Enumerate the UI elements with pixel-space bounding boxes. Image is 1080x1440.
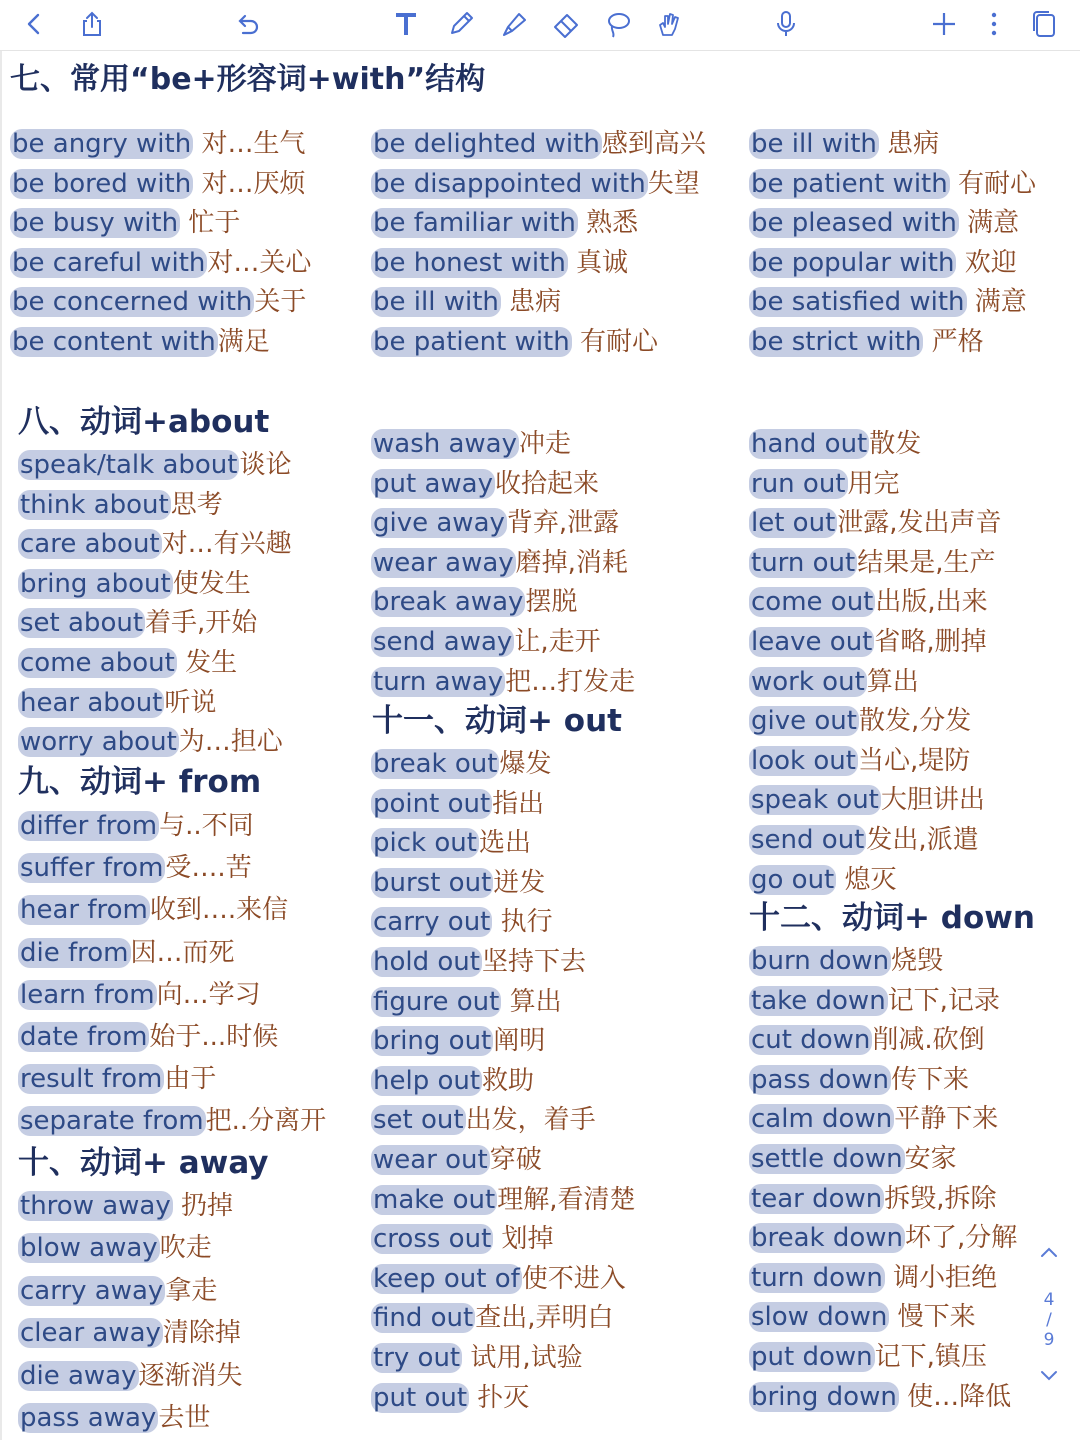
phrase-english: figure out [373,986,500,1017]
phrase-row [749,983,1000,1019]
phrase-english: give away [373,508,505,539]
phrase-row [371,126,706,162]
phrase-chinese: 逐渐消失 [138,1360,243,1391]
phrase-english: be familiar with [373,208,576,239]
phrase-chinese: 安家 [904,1144,957,1174]
phrase-row [749,324,984,360]
phrase-row [749,822,979,858]
phrase-chinese: 救助 [482,1065,535,1096]
phrase-row [749,1022,985,1058]
phrase-english: try out [373,1343,461,1373]
phrase-row [749,862,897,898]
phrase-row [371,1300,613,1336]
phrase-english: carry out [373,907,491,938]
phrase-english: learn from [20,979,155,1010]
phrase-english: pick out [373,828,477,859]
phrase-chinese: 患病 [500,287,562,318]
phrase-row [749,624,987,660]
phrase-english: bring out [373,1026,492,1057]
phrase-row [371,166,700,202]
phrase-english: suffer from [20,853,164,884]
phrase-chinese: 对…生气 [193,129,306,159]
phrase-chinese: 散发 [869,429,922,459]
phrase-row [10,126,305,162]
phrase-english: burn down [751,946,890,976]
section10-title: 十、动词+ away [18,1145,269,1181]
page-edge [0,51,2,1440]
phrase-chinese: 为…担心 [178,727,283,758]
phrase-english: be patient with [373,327,570,357]
phrase-row [749,1062,969,1098]
hand-tool-icon[interactable] [651,6,687,42]
phrase-english: leave out [751,627,873,657]
total-pages: 9 [1043,1330,1055,1350]
phrase-chinese: 吹走 [159,1233,212,1264]
phrase-row [749,166,1036,202]
phrase-row [18,1315,241,1351]
phrase-english: burst out [373,867,492,898]
phrase-chinese: 结果是,生产 [857,547,996,578]
phrase-english: wear out [373,1145,488,1175]
phrase-english: result from [20,1064,163,1095]
phrase-chinese: 清除掉 [162,1318,241,1349]
phrase-row [18,526,292,562]
phrase-row [371,1340,583,1376]
phrase-chinese: 谈论 [239,450,292,480]
phrase-row [371,664,635,700]
phrase-english: carry away [20,1275,164,1306]
phrase-chinese: 把…打发走 [505,666,636,697]
phrase-english: turn down [751,1262,883,1293]
phrase-row [371,584,577,620]
add-icon[interactable] [926,6,962,42]
phrase-chinese: 记下,镇压 [874,1342,987,1372]
phrase-english: send out [751,825,865,855]
phrase-english: speak out [751,785,879,816]
phrase-chinese: 关于 [254,287,307,318]
phrase-english: find out [373,1303,474,1334]
phrase-chinese: 执行 [492,907,553,938]
phrase-chinese: 满意 [966,287,1027,318]
section11-title: 十一、动词+ out [372,703,622,739]
phrase-row [371,1261,626,1297]
phrase-row [10,205,240,241]
phrase-row [18,645,237,681]
back-icon[interactable] [16,6,52,42]
phrase-english: slow down [751,1302,888,1333]
phrase-row [749,1220,1017,1256]
phrase-row [749,1260,997,1296]
phrase-chinese: 发生 [176,648,238,678]
phrase-row [371,205,638,241]
phrase-row [371,746,551,782]
phrase-row [18,1188,233,1224]
phrase-english: be delighted with [373,129,600,159]
phrase-chinese: 熟悉 [577,208,639,239]
phrase-row [18,1400,210,1436]
phrase-row [371,324,658,360]
phrase-row [371,1102,596,1138]
phrase-chinese: 把..分离开 [205,1106,327,1137]
phrase-chinese: 与..不同 [159,811,254,841]
phrase-english: break out [373,749,498,779]
phrase-english: wash away [373,429,518,459]
page-up-icon[interactable] [1034,1240,1064,1264]
phrase-english: be busy with [12,208,179,239]
phrase-row [18,977,261,1013]
phrase-english: hear about [20,687,163,718]
phrase-row [18,447,292,483]
phrase-row [749,126,939,162]
phrase-english: date from [20,1022,148,1052]
phrase-chinese: 试用,试验 [462,1343,583,1373]
phrase-row [749,1141,957,1177]
phrase-row [749,1299,976,1335]
phrase-english: be bored with [12,168,192,199]
phrase-chinese: 爆发 [499,749,552,779]
phrase-english: bring about [20,568,171,599]
phrase-row [371,825,531,861]
phrase-chinese: 有耐心 [571,327,658,357]
phrase-english: calm down [751,1104,893,1135]
phrase-english: send away [373,627,513,657]
phrase-chinese: 用完 [847,468,900,499]
lasso-icon[interactable] [600,6,636,42]
phrase-english: be careful with [12,247,206,278]
phrase-row [371,1380,529,1416]
phrase-chinese: 发出,派遣 [866,825,979,855]
phrase-english: go out [751,864,835,895]
phrase-row [18,1230,212,1266]
phrase-english: die from [20,937,129,968]
phrase-chinese: 使不进入 [521,1263,626,1294]
phrase-chinese: 对…厌烦 [193,168,306,199]
section9-title: 九、动词+ from [18,764,262,800]
phrase-chinese: 有耐心 [949,168,1036,199]
phrase-english: differ from [20,811,158,841]
undo-icon[interactable] [230,6,266,42]
phrase-chinese: 查出,弄明白 [475,1303,614,1334]
microphone-icon[interactable] [768,6,804,42]
phrase-chinese: 出发，着手 [465,1105,596,1136]
phrase-row [10,166,306,202]
phrase-chinese: 去世 [158,1403,211,1433]
phrase-chinese: 受….苦 [165,853,252,884]
phrase-english: throw away [20,1191,171,1221]
phrase-row [18,1019,278,1055]
phrase-english: set out [373,1105,464,1136]
phrase-chinese: 划掉 [493,1224,554,1255]
phrase-chinese: 大胆讲出 [880,785,985,816]
phrase-english: pass away [20,1403,157,1433]
page-navigator [1034,1240,1064,1400]
phrase-row [371,466,599,502]
phrase-chinese: 向…学习 [156,979,261,1010]
phrase-chinese: 泄露,发出声音 [837,508,1002,539]
phrase-chinese: 收到….来信 [149,895,289,926]
phrase-row [18,1061,216,1097]
phrase-chinese: 感到高兴 [601,129,706,159]
phrase-chinese: 调小拒绝 [884,1262,998,1293]
phrase-chinese: 由于 [164,1064,217,1095]
more-icon[interactable] [976,6,1012,42]
phrase-chinese: 慢下来 [889,1302,976,1333]
phrase-row [371,505,619,541]
phrase-chinese: 削减.砍倒 [872,1025,985,1056]
phrase-row [749,1181,997,1217]
phrase-chinese: 满足 [217,327,270,357]
phrase-english: settle down [751,1144,903,1174]
phrase-chinese: 摆脱 [525,587,578,618]
phrase-english: turn away [373,666,504,697]
phrase-row [371,865,545,901]
phrase-chinese: 当心,堤防 [857,745,971,776]
phrase-chinese: 失望 [647,168,700,199]
phrase-english: work out [751,666,865,697]
current-page: 4 [1043,1290,1055,1310]
phrase-english: be pleased with [751,208,957,239]
phrase-chinese: 忙于 [180,208,241,239]
phrase-english: break away [373,587,524,618]
phrase-chinese: 理解,看清楚 [497,1184,636,1215]
phrase-english: care about [20,529,160,560]
pages-icon[interactable] [1026,6,1062,42]
phrase-row [18,892,288,928]
phrase-row [749,426,921,462]
phrase-english: hear from [20,895,148,926]
phrase-english: pass down [751,1064,889,1095]
page-separator: / [1046,1310,1052,1330]
phrase-row [371,245,628,281]
phrase-chinese: 始于...时候 [149,1022,279,1052]
phrase-chinese: 背弃,泄露 [506,508,620,539]
phrase-english: think about [20,489,169,520]
phrase-row [18,566,251,602]
phrase-chinese: 思考 [170,489,223,520]
section8-title: 八、动词+about [18,404,270,440]
phrase-row [371,545,628,581]
phrase-row [371,984,562,1020]
phrase-row [371,904,553,940]
phrase-row [749,1101,998,1137]
phrase-english: be angry with [12,129,192,159]
phrase-english: be ill with [373,287,499,318]
phrase-english: separate from [20,1106,204,1137]
phrase-english: be strict with [751,327,922,357]
phrase-chinese: 让,走开 [514,627,601,657]
top-toolbar [0,0,1080,51]
phrase-english: keep out of [373,1263,520,1294]
phrase-row [18,1358,243,1394]
phrase-chinese: 传下来 [890,1064,969,1095]
phrase-row [749,664,919,700]
phrase-english: cut down [751,1025,871,1056]
phrase-english: be popular with [751,247,955,278]
phrase-chinese: 穿破 [489,1145,542,1175]
section7-title: 七、常用“be+形容词+with”结构 [10,62,486,97]
phrase-english: be patient with [751,168,948,199]
phrase-row [371,1221,554,1257]
phrase-chinese: 冲走 [519,429,572,459]
phrase-chinese: 严格 [923,327,984,357]
phrase-chinese: 欢迎 [956,247,1017,278]
phrase-chinese: 熄灭 [836,864,897,895]
phrase-chinese: 算出 [501,986,562,1017]
share-icon[interactable] [74,6,110,42]
phrase-english: put out [373,1382,468,1413]
phrase-chinese: 出版,出来 [875,587,988,618]
phrase-row [371,1023,545,1059]
phrase-row [749,466,900,502]
phrase-row [749,743,970,779]
phrase-row [749,505,1002,541]
phrase-english: cross out [373,1224,492,1255]
phrase-english: give out [751,706,857,737]
phrase-chinese: 迸发 [493,867,546,898]
phrase-english: tear down [751,1183,883,1214]
phrase-chinese: 满意 [958,208,1020,239]
phrase-english: turn out [751,547,856,578]
phrase-english: be concerned with [12,287,253,318]
phrase-row [749,584,988,620]
phrase-english: set about [20,608,144,639]
phrase-chinese: 散发,分发 [858,706,972,737]
eraser-icon[interactable] [548,6,584,42]
phrase-row [18,1103,326,1139]
phrase-chinese: 着手,开始 [145,608,258,639]
phrase-chinese: 扑灭 [469,1382,530,1413]
phrase-chinese: 使发生 [172,568,251,599]
phrase-english: bring down [751,1381,897,1412]
phrase-row [749,1379,1011,1415]
text-tool-icon[interactable] [388,6,424,42]
phrase-english: worry about [20,727,177,758]
phrase-row [18,808,254,844]
phrase-english: run out [751,468,846,499]
phrase-row [749,245,1017,281]
phrase-english: look out [751,745,856,776]
phrase-english: put away [373,468,493,499]
phrase-chinese: 收拾起来 [494,468,599,499]
phrase-row [18,605,257,641]
phrase-english: come about [20,648,175,678]
phrase-row [18,935,235,971]
phrase-chinese: 坚持下去 [481,947,586,977]
phrase-row [18,487,223,523]
phrase-row [10,245,311,281]
phrase-row [371,624,601,660]
phrase-chinese: 烧毁 [891,946,944,976]
phrase-english: be disappointed with [373,168,646,199]
phrase-english: wear away [373,547,514,578]
phrase-english: be content with [12,327,216,357]
phrase-row [749,284,1027,320]
page-down-icon[interactable] [1034,1364,1064,1388]
phrase-row [749,782,985,818]
phrase-row [371,284,561,320]
phrase-row [18,850,252,886]
phrase-english: put down [751,1342,873,1372]
phrase-chinese: 省略,删掉 [874,627,987,657]
phrase-chinese: 指出 [492,788,545,819]
phrase-english: be ill with [751,129,877,159]
phrase-english: come out [751,587,874,618]
phrase-english: let out [751,508,836,539]
phrase-row [18,1273,217,1309]
phrase-chinese: 对…有兴趣 [161,529,292,560]
phrase-row [371,1063,534,1099]
phrase-chinese: 真诚 [567,247,629,278]
phrase-chinese: 选出 [478,828,531,859]
phrase-english: take down [751,985,886,1016]
phrase-chinese: 记下,记录 [887,985,1000,1016]
phrase-chinese: 患病 [878,129,940,159]
phrase-english: be satisfied with [751,287,965,318]
phrase-chinese: 平静下来 [894,1104,999,1135]
phrase-row [749,1339,987,1375]
phrase-chinese: 扔掉 [172,1191,234,1221]
phrase-english: be honest with [373,247,566,278]
phrase-row [10,284,306,320]
phrase-row [371,944,586,980]
phrase-chinese: 拿走 [165,1275,218,1306]
phrase-row [749,943,943,979]
phrase-row [18,685,216,721]
phrase-english: speak/talk about [20,450,238,480]
phrase-row [749,545,996,581]
phrase-chinese: 拆毁,拆除 [884,1183,997,1214]
phrase-english: clear away [20,1318,161,1349]
phrase-english: die away [20,1360,137,1391]
phrase-row [18,724,283,760]
phrase-row [10,324,270,360]
highlighter-icon[interactable] [496,6,532,42]
phrase-row [371,1142,542,1178]
phrase-chinese: 算出 [866,666,919,697]
phrase-chinese: 对…关心 [207,247,312,278]
phrase-english: point out [373,788,491,819]
phrase-english: make out [373,1184,496,1215]
section12-title: 十二、动词+ down [749,900,1035,936]
phrase-chinese: 阐明 [493,1026,546,1057]
phrase-english: hand out [751,429,868,459]
phrase-chinese: 听说 [164,687,217,718]
phrase-row [749,205,1019,241]
phrase-english: break down [751,1223,904,1254]
pen-icon[interactable] [443,6,479,42]
phrase-english: blow away [20,1233,158,1264]
phrase-chinese: 坏了,分解 [905,1223,1018,1254]
phrase-chinese: 使…降低 [898,1381,1012,1412]
phrase-row [371,426,571,462]
phrase-chinese: 磨掉,消耗 [515,547,628,578]
phrase-row [749,703,971,739]
phrase-english: help out [373,1065,481,1096]
phrase-english: hold out [373,947,480,977]
phrase-row [371,786,544,822]
phrase-row [371,1182,636,1218]
phrase-chinese: 因…而死 [130,937,235,968]
